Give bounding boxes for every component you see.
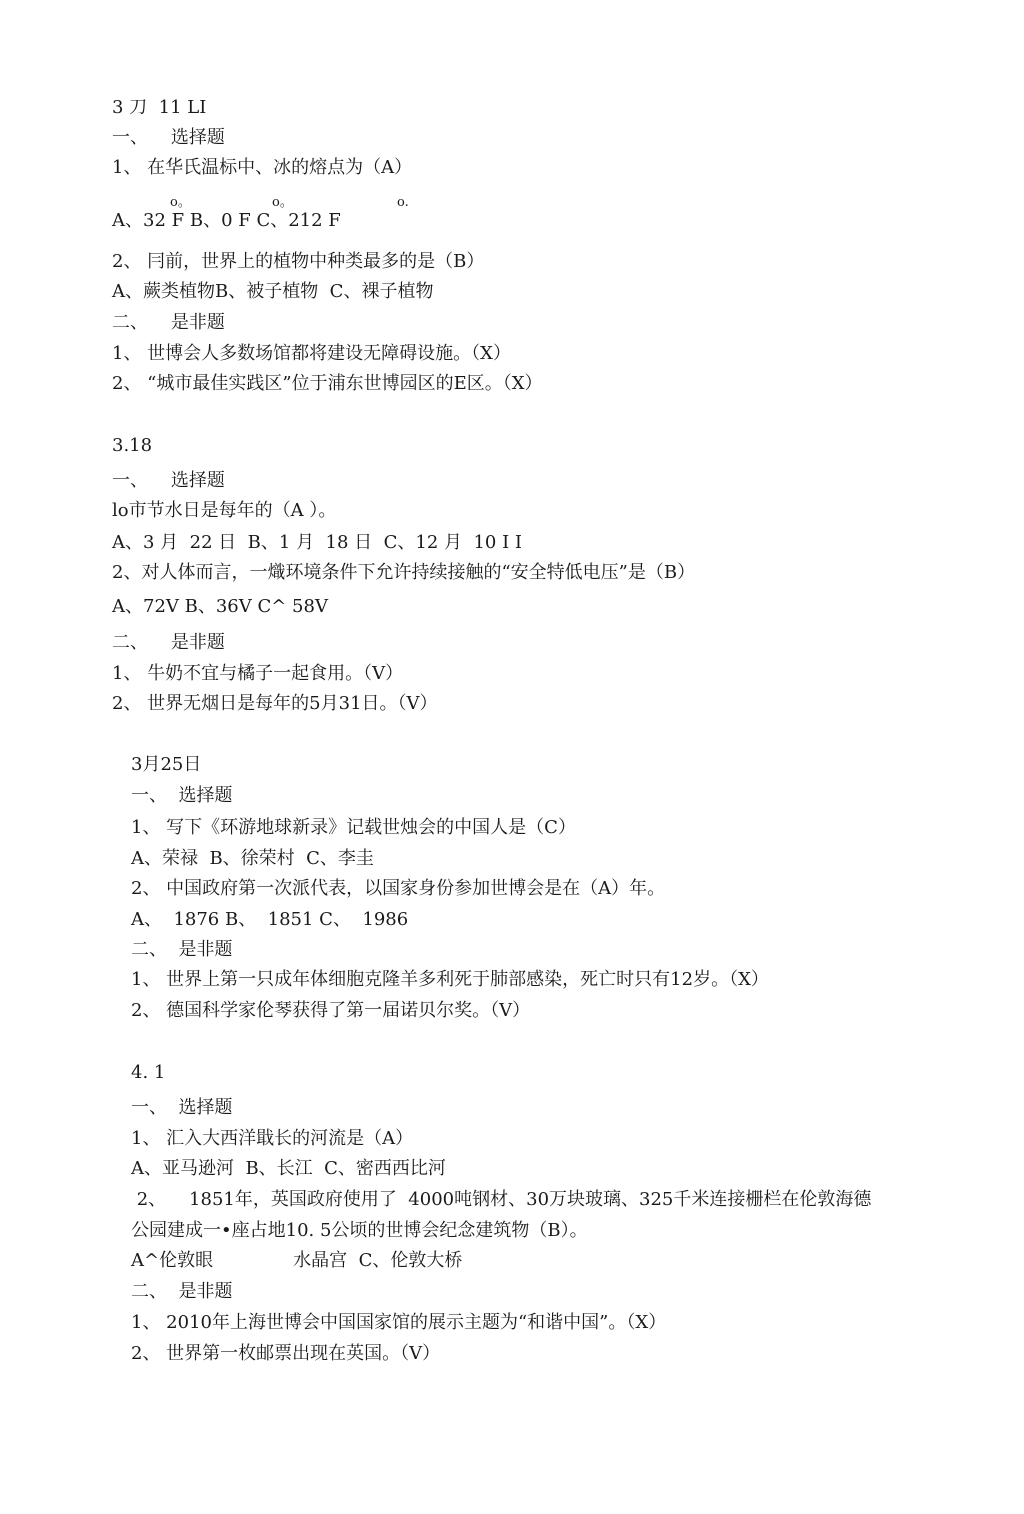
section-2-tf-1: 1、 牛奶不宜与橘子一起食用。（V） (112, 663, 404, 684)
section-4-tf-heading: 二、 是非题 (131, 1281, 233, 1302)
section-3-date: 3月25日 (131, 754, 202, 775)
degree-mark-3: o. (397, 195, 409, 210)
degree-mark-1: o。 (170, 195, 191, 210)
section-2-options-1: A、3 月 22 日 B、1 月 18 日 C、12 月 10 I I (112, 532, 523, 553)
section-4-options-2: A^伦敦眼 水晶宫 C、伦敦大桥 (131, 1250, 463, 1271)
section-1-question-2: 2、 冃前，世界上的植物中种类最多的是（B） (112, 251, 485, 272)
section-1-options-1: A、32 F B、0 F C、212 F (112, 210, 341, 231)
section-2-question-2: 2、对人体而言，一熾环境条件下允许持续接触的“安全特低电压”是（B） (112, 562, 696, 583)
section-1-tf-1: 1、 世博会人多数场馆都将建设无障碍设施。（X） (112, 343, 511, 364)
section-1-tf-2: 2、 “城市最佳实践区”位于浦东世博园区的E区。（X） (112, 373, 543, 394)
section-3-tf-1: 1、 世界上第一只成年体细胞克隆羊多利死于肺部感染，死亡时只有12岁。（X） (131, 969, 769, 990)
section-2-tf-2: 2、 世界无烟日是每年的5月31日。（V） (112, 693, 438, 714)
section-4-question-2-cont: 公园建成一•座占地10. 5公顷的世博会纪念建筑物（B）。 (131, 1220, 588, 1241)
section-3-tf-2: 2、 德国科学家伦琴获得了第一届诺贝尔奖。（V） (131, 1000, 531, 1021)
section-4-tf-1: 1、 2010年上海世博会中国国家馆的展示主题为“和谐中国”。（X） (131, 1312, 667, 1333)
section-3-question-2: 2、 中国政府第一次派代表，以国家身份参加世博会是在（A）年。 (131, 878, 666, 899)
section-4-options-1: A、亚马逊河 B、长江 C、密西西比河 (131, 1158, 446, 1179)
section-1-options-2: A、蕨类植物B、被子植物 C、裸子植物 (112, 281, 434, 302)
section-4-question-1: 1、 汇入大西洋戢长的河流是（A） (131, 1128, 414, 1149)
section-3-options-2: A、 1876 B、 1851 C、 1986 (131, 909, 409, 930)
section-2-date: 3.18 (112, 435, 153, 456)
section-4-question-2: 2、 1851年，英国政府使用了 4000吨钢材、30万块玻璃、325千米连接栅栏在伦敦海德 (131, 1189, 872, 1210)
section-4-date: 4. 1 (131, 1062, 166, 1083)
section-2-options-2: A、72V B、36V C^ 58V (112, 596, 328, 617)
section-4-tf-2: 2、 世界第一枚邮票出现在英国。（V） (131, 1343, 441, 1364)
section-2-tf-heading: 二、 是非题 (112, 632, 225, 653)
section-4-choice-heading: 一、 选择题 (131, 1097, 233, 1118)
section-1-question-1: 1、 在华氏温标中、冰的熔点为（A） (112, 157, 413, 178)
section-1-date: 3 刀 11 LI (112, 97, 207, 118)
degree-mark-2: o。 (272, 195, 293, 210)
section-1-tf-heading: 二、 是非题 (112, 312, 225, 333)
section-2-choice-heading: 一、 选择题 (112, 470, 225, 491)
section-1-choice-heading: 一、 选择题 (112, 127, 225, 148)
section-2-question-1: lo市节水日是每年的（A ）。 (112, 500, 337, 521)
section-3-options-1: A、荣禄 B、徐荣村 C、李圭 (131, 848, 374, 869)
section-3-tf-heading: 二、 是非题 (131, 939, 233, 960)
section-3-choice-heading: 一、 选择题 (131, 785, 233, 806)
section-3-question-1: 1、 写下《环游地球新录》记载世烛会的中国人是（C） (131, 817, 576, 838)
